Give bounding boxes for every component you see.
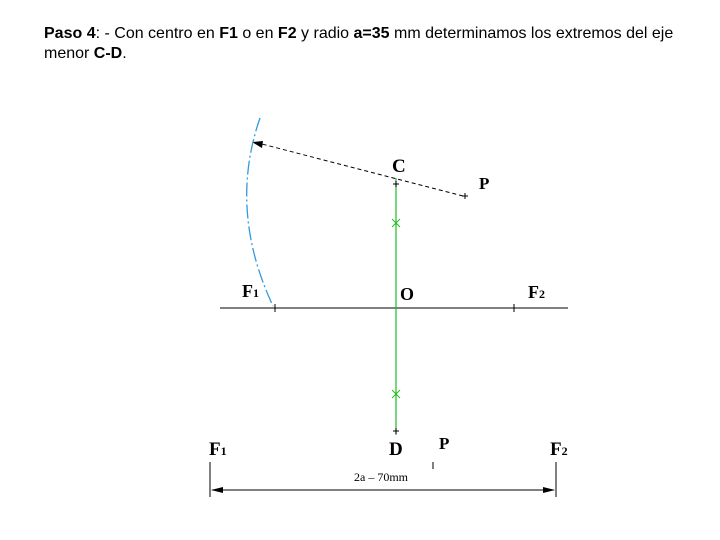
caption-step: Paso 4 bbox=[44, 25, 96, 42]
dimension-arrow-right bbox=[543, 487, 555, 493]
radius-dashed-line bbox=[258, 143, 463, 196]
caption-text-5: . bbox=[122, 45, 127, 62]
caption-radius: a=35 bbox=[353, 25, 390, 42]
caption-text-3: y radio bbox=[296, 25, 354, 42]
label-c: C bbox=[392, 156, 406, 177]
point-c-mark bbox=[393, 181, 399, 187]
point-d-mark bbox=[393, 428, 399, 434]
caption-minor-axis: C-D bbox=[93, 45, 123, 62]
label-f2-bottom: F2 bbox=[550, 439, 568, 460]
label-d: D bbox=[389, 439, 403, 460]
caption-f2: F2 bbox=[277, 25, 297, 42]
caption-text-2: o en bbox=[237, 25, 278, 42]
label-f1-top: F1 bbox=[242, 281, 259, 301]
dimension-arrow-left bbox=[211, 487, 223, 493]
caption-text-1: : - Con centro en bbox=[95, 25, 220, 42]
caption-f1: F1 bbox=[219, 25, 238, 42]
dimension-label: 2a – 70mm bbox=[354, 470, 408, 484]
point-p-mark bbox=[462, 193, 468, 199]
label-o: O bbox=[400, 284, 415, 304]
label-f2-top: F2 bbox=[528, 282, 545, 302]
label-p-bottom: P bbox=[439, 434, 450, 453]
label-p-top: P bbox=[479, 174, 490, 193]
radius-arrowhead bbox=[252, 141, 263, 148]
caption-text-4: mm determinamos los extremos del eje menor bbox=[44, 25, 674, 62]
label-f1-bottom: F1 bbox=[209, 439, 227, 460]
